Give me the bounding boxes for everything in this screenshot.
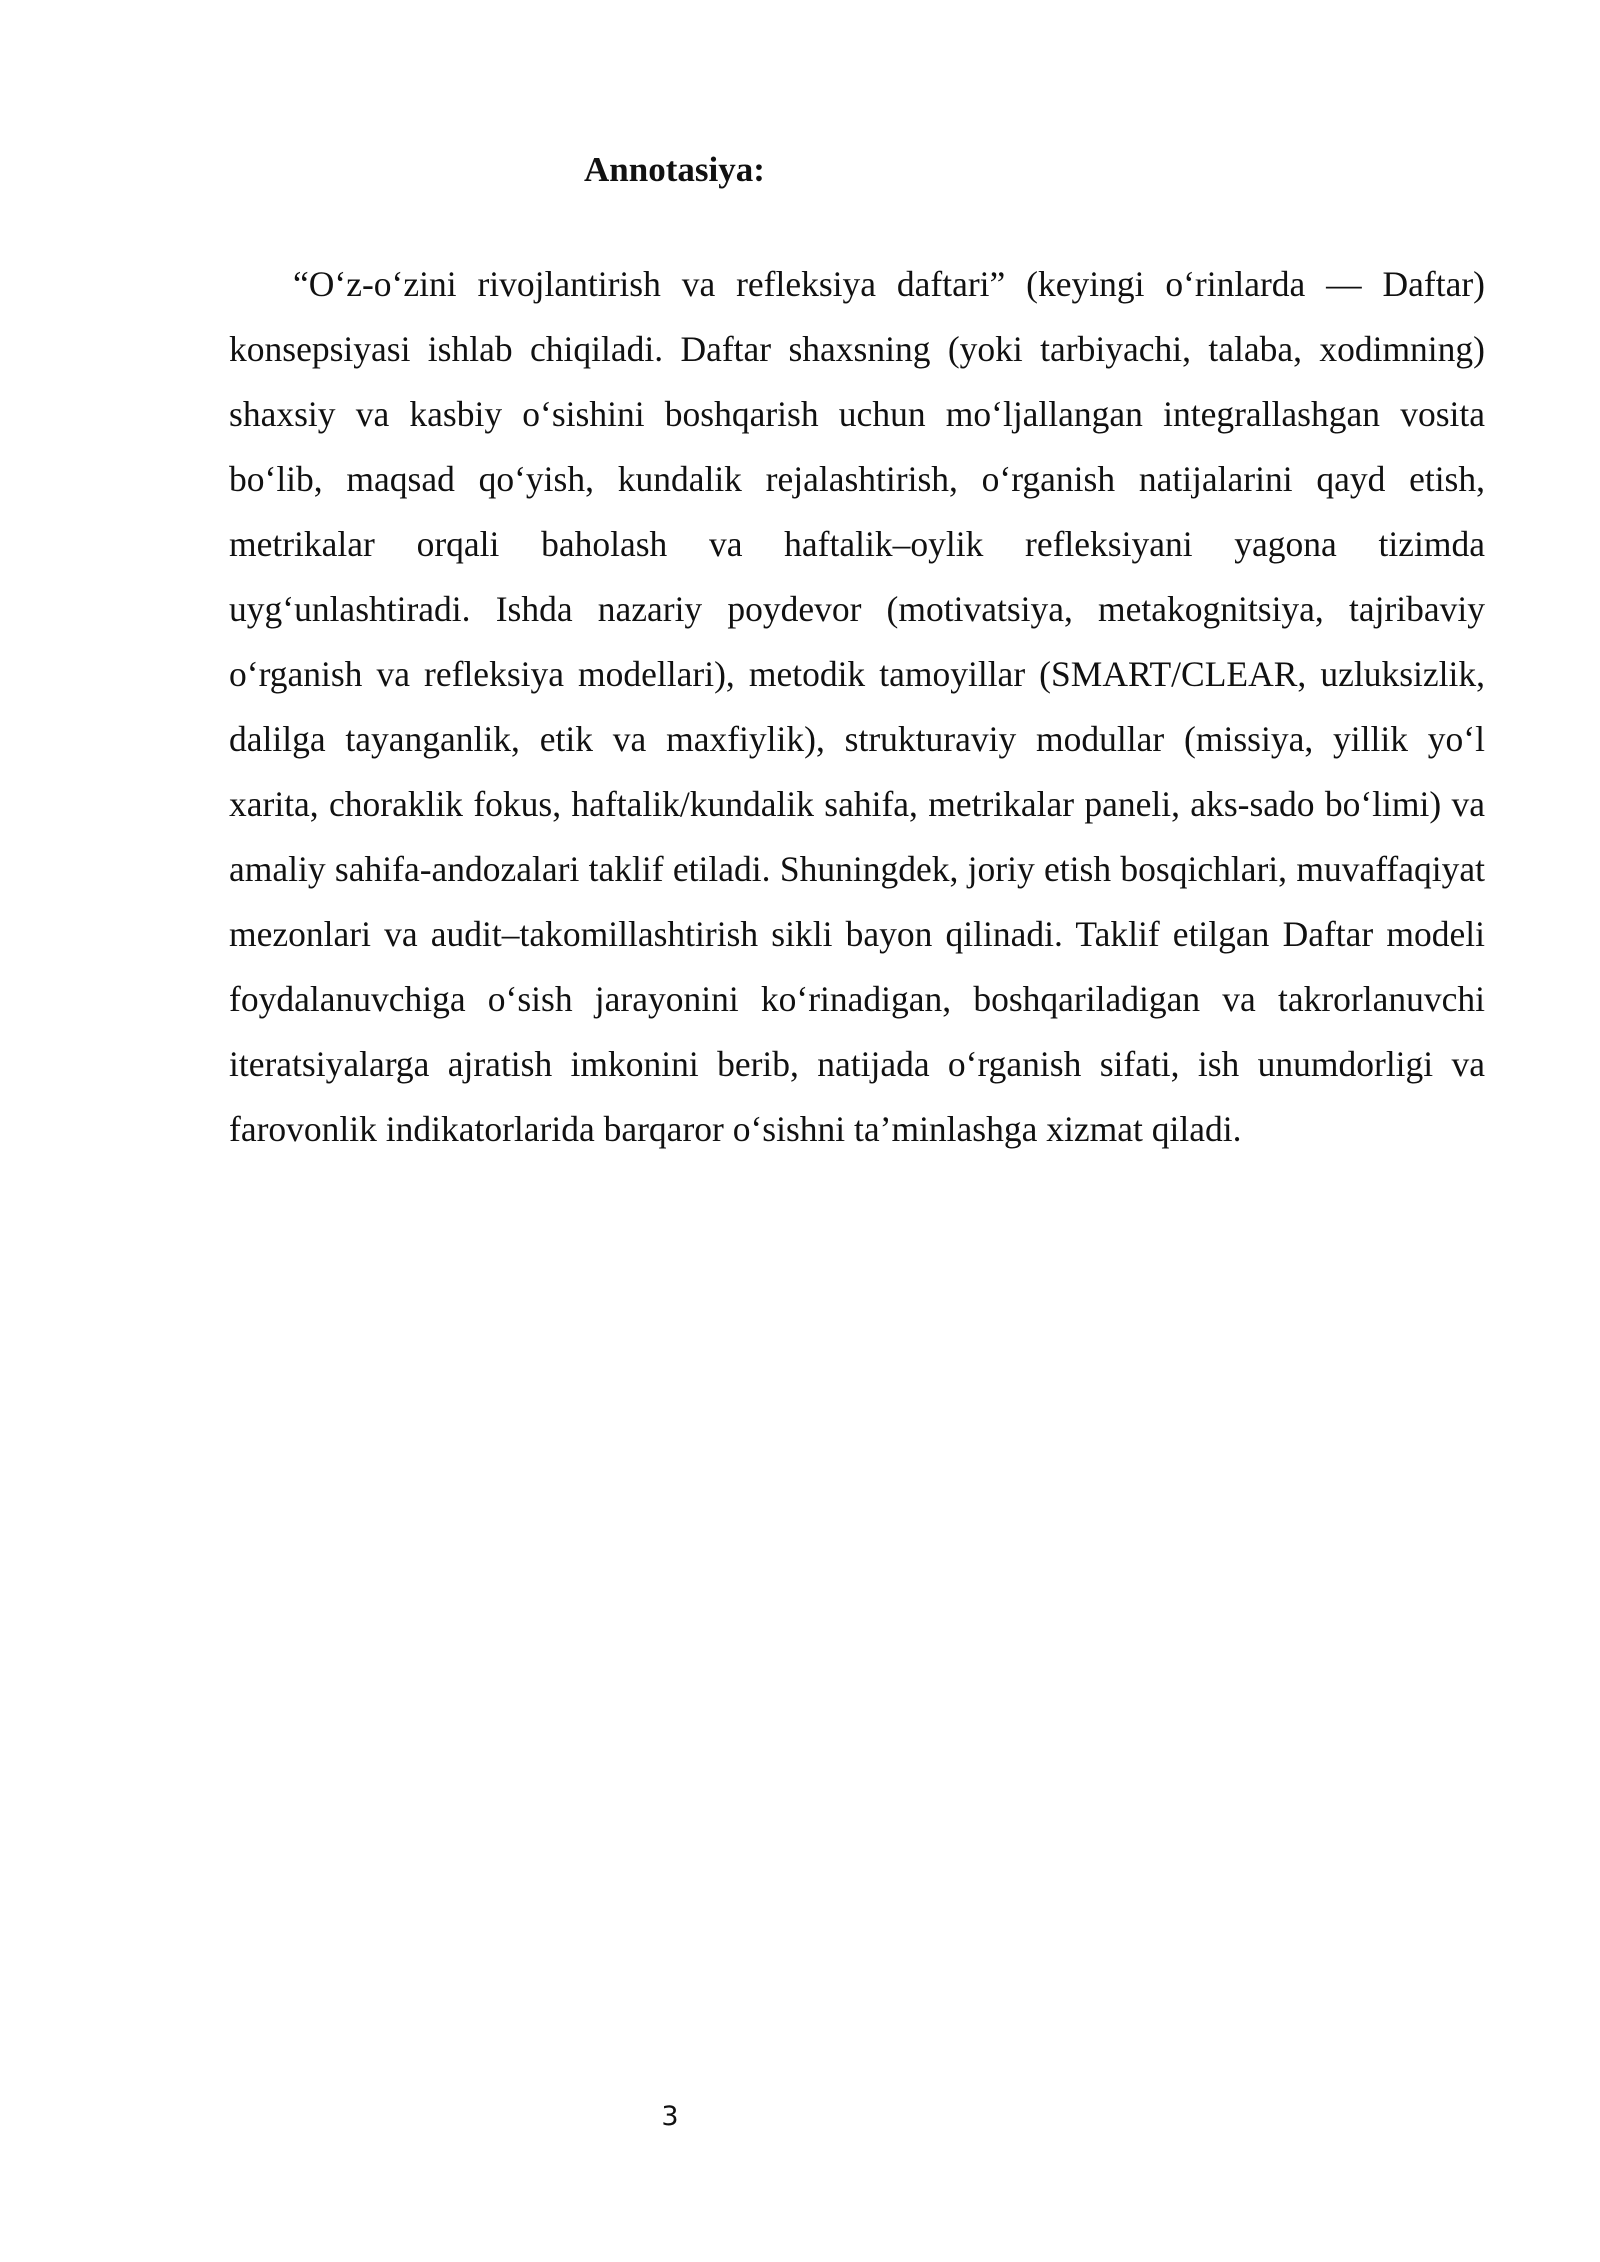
- page-number: 3: [661, 2101, 679, 2132]
- annotation-paragraph: “O‘z-o‘zini rivojlantirish va refleksiya daftari” (keyingi o‘rinlarda — Daftar) konsepsiyasi ishlab chiqiladi. Daftar shaxsning (yoki tarbiyachi, talaba, xodimning) shaxsiy va kasbiy o‘sishini boshqarish uchun mo‘ljallangan integrallashgan vosita bo‘lib, maqsad qo‘yish, kundalik rejalashtirish, o‘rganish natijalarini qayd etish, metrikalar orqali baholash va haftalik–oylik refleksiyani yagona tizimda uyg‘unlashtiradi. Ishda nazariy poydevor (motivatsiya, metakognitsiya, tajribaviy o‘rganish va refleksiya modellari), metodik tamoyillar (SMART/CLEAR, uzluksizlik, dalilga tayanganlik, etik va maxfiylik), strukturaviy modullar (missiya, yillik yo‘l xarita, choraklik fokus, haftalik/kundalik sahifa, metrikalar paneli, aks-sado bo‘limi) va amaliy sahifa-andozalari taklif etiladi. Shuningdek, joriy etish bosqichlari, muvaffaqiyat mezonlari va audit–takomillashtirish sikli bayon qilinadi. Taklif etilgan Daftar modeli foydalanuvchiga o‘sish jarayonini ko‘rinadigan, boshqariladigan va takrorlanuvchi iteratsiyalarga ajratish imkonini berib, natijada o‘rganish sifati, ish unumdorligi va farovonlik indikatorlarida barqaror o‘sishni ta’minlashga xizmat qiladi.: [229, 264, 1485, 1149]
- annotation-heading: Annotasiya:: [584, 150, 765, 189]
